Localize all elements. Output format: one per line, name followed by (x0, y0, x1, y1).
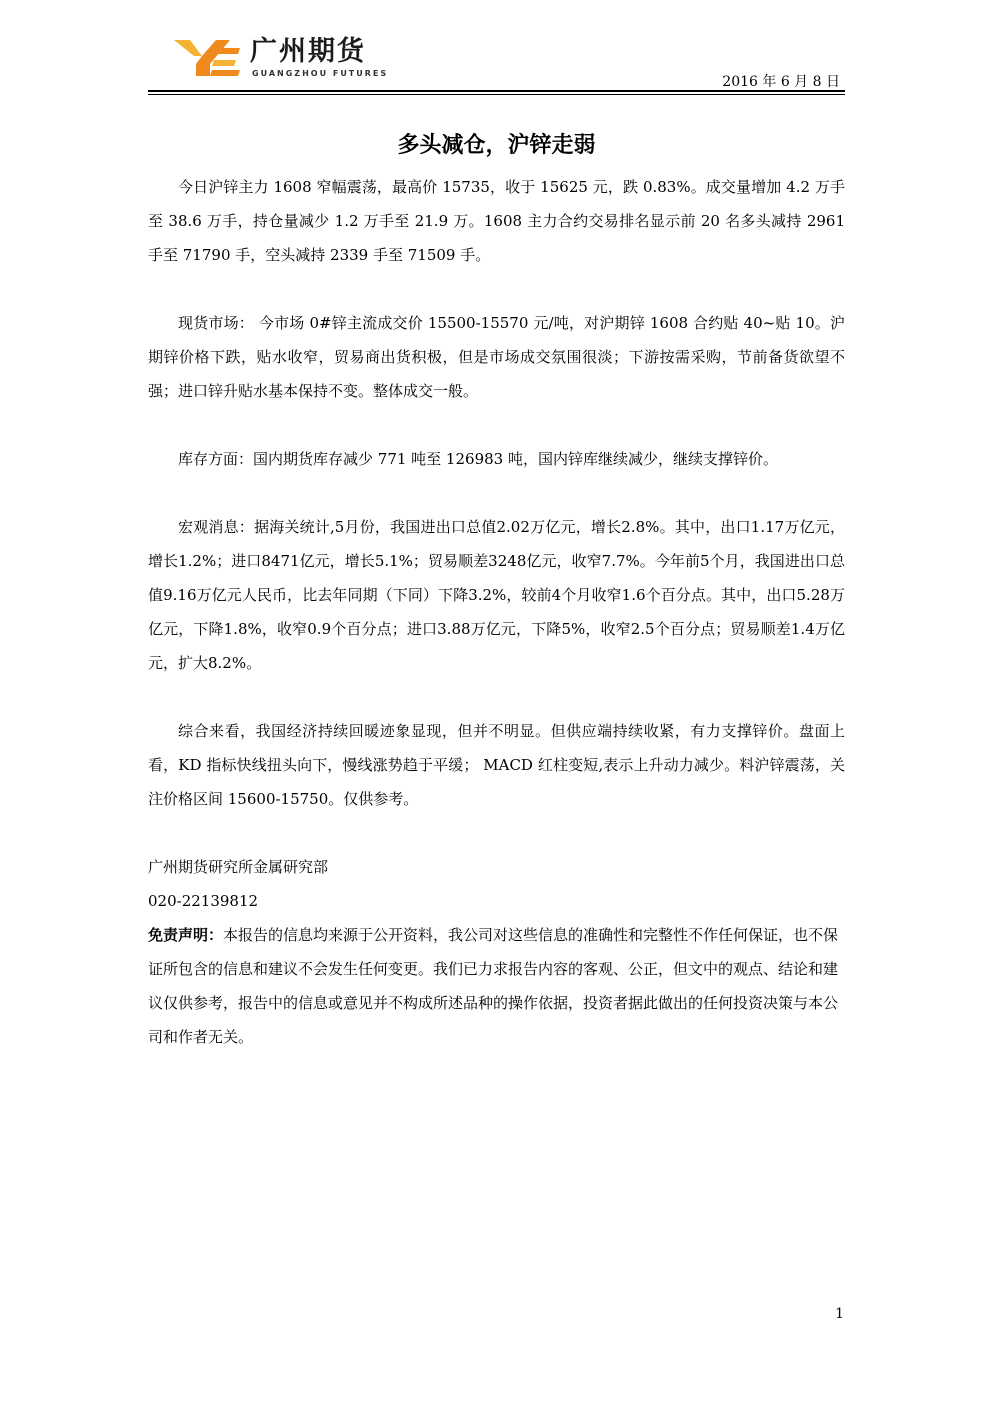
department-name: 广州期货研究所金属研究部 (148, 858, 329, 876)
header-rule-thin (148, 94, 845, 95)
paragraph-conclusion: 综合来看，我国经济持续回暖迹象显现，但并不明显。但供应端持续收紧，有力支撑锌价。盘面上看，KD 指标快线扭头向下，慢线涨势趋于平缓； MACD 红柱变短,表示上升动力减少。料沪锌震荡，关注价格区间 15600-15750。仅供参考。 (148, 722, 845, 808)
brand-name-cn: 广州期货 (250, 36, 366, 67)
page-header (0, 0, 992, 96)
disclaimer-text: 本报告的信息均来源于公开资料，我公司对这些信息的准确性和完整性不作任何保证，也不保证所包含的信息和建议不会发生任何变更。我们已力求报告内容的客观、公正，但文中的观点、结论和建议仅供参考，报告中的信息或意见并不构成所述品种的操作依据，投资者据此做出的任何投资决策与本公司和作者无关。 (148, 926, 839, 1046)
page-number: 1 (835, 1306, 844, 1322)
paragraph-spot-market: 现货市场： 今市场 0#锌主流成交价 15500-15570 元/吨，对沪期锌 1608 合约贴 40~贴 10。沪期锌价格下跌，贴水收窄，贸易商出货积极，但是市场成交氛围很淡；下游按需采购，节前备货欲望不强；进口锌升贴水基本保持不变。整体成交一般。 (148, 314, 845, 400)
report-title: 多头减仓，沪锌走弱 (397, 133, 596, 158)
paragraph-inventory: 库存方面：国内期货库存减少 771 吨至 126983 吨，国内锌库继续减少，继续支撑锌价。 (178, 450, 778, 468)
brand-name-en: GUANGZHOU FUTURES (252, 69, 389, 78)
contact-phone: 020-22139812 (148, 892, 259, 910)
paragraph-macro-news: 宏观消息：据海关统计,5月份，我国进出口总值2.02万亿元，增长2.8%。其中，出口1.17万亿元，增长1.2%；进口8471亿元，增长5.1%；贸易顺差3248亿元，收窄7.7%。今年前5个月，我国进出口总值9.16万亿元人民币，比去年同期（下同）下降3.2%，较前4个月收窄1.6个百分点。其中，出口5.28万亿元，下降1.8%，收窄0.9个百分点；进口3.88万亿元，下降5%，收窄2.5个百分点；贸易顺差1.4万亿元，扩大8.2%。 (148, 518, 845, 672)
disclaimer-label: 免责声明： (148, 926, 224, 944)
header-rule-thick (148, 90, 845, 92)
report-body (148, 170, 845, 1054)
yf-logo-icon (172, 38, 242, 78)
company-logo (172, 36, 389, 82)
paragraph-market-summary: 今日沪锌主力 1608 窄幅震荡，最高价 15735，收于 15625 元，跌 0.83%。成交量增加 4.2 万手至 38.6 万手，持仓量减少 1.2 万手至 21.9 万。1608 主力合约交易排名显示前 20 名多头减持 2961 手至 71790 手，空头减持 2339 手至 71509 手。 (148, 178, 845, 264)
report-date: 2016 年 6 月 8 日 (722, 74, 840, 90)
disclaimer (148, 918, 845, 1054)
